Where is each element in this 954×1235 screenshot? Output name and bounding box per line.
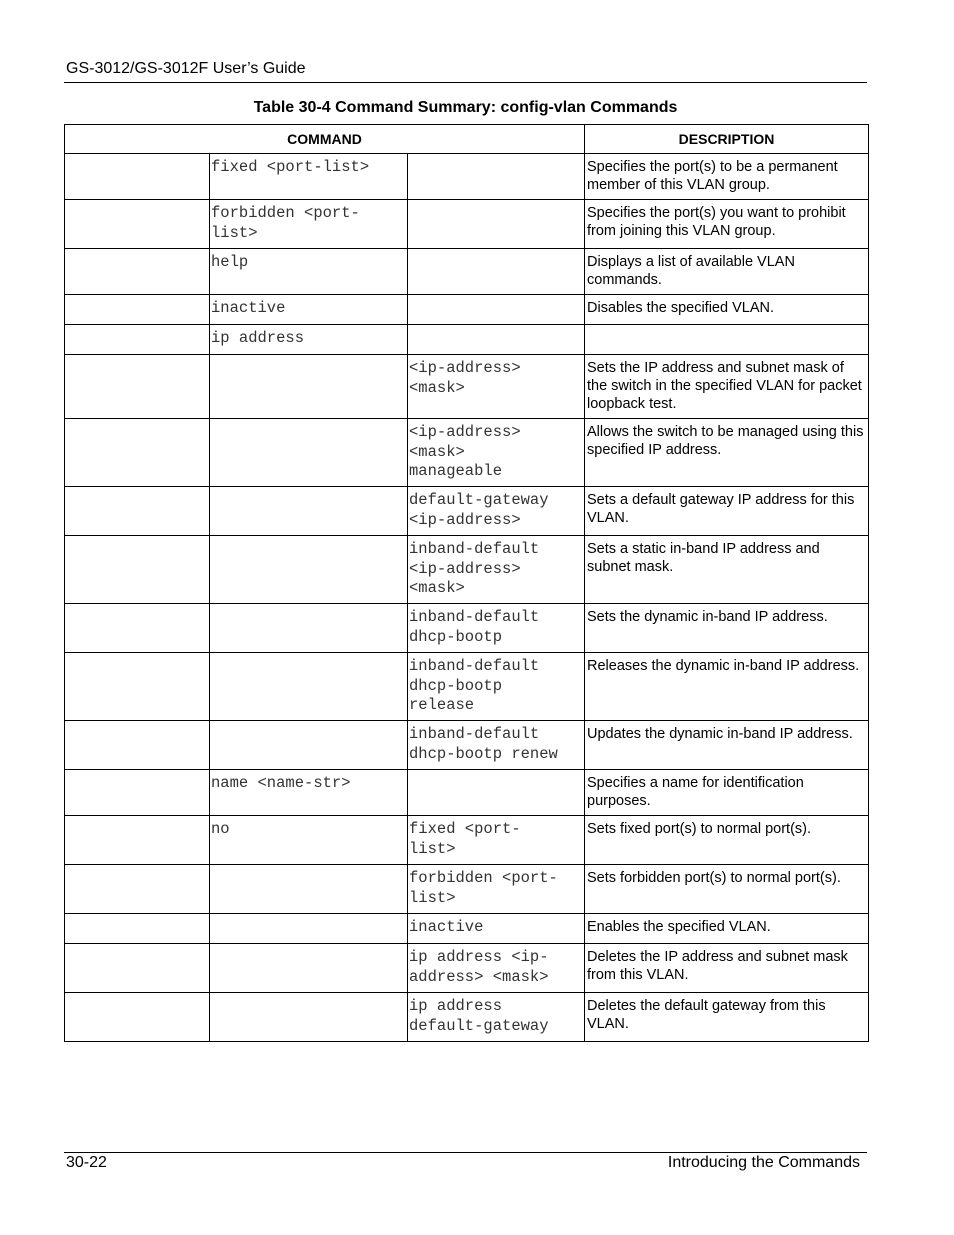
- command-level-2-cell: [210, 200, 408, 249]
- table-caption: Table 30-4 Command Summary: config-vlan Commands: [253, 99, 678, 116]
- table-row: [65, 604, 869, 653]
- command-level-1-cell: [65, 355, 210, 419]
- command-level-1-cell: [65, 993, 210, 1042]
- command-level-2-cell: [210, 914, 408, 944]
- command-level-3-cell-text: inband-default dhcp-bootp release: [409, 657, 540, 714]
- description-cell: [585, 721, 869, 770]
- command-level-1-cell: [65, 721, 210, 770]
- description-cell-text: Releases the dynamic in-band IP address.: [587, 658, 860, 674]
- description-cell-text: Deletes the default gateway from this VLAN.: [587, 998, 826, 1032]
- description-cell-text: Sets a static in-band IP address and subnet mask.: [587, 541, 820, 575]
- table-row: [65, 536, 869, 604]
- command-level-1-cell: [65, 770, 210, 816]
- command-level-3-cell: [408, 914, 585, 944]
- command-level-2-cell: [210, 154, 408, 200]
- command-level-2-cell: [210, 295, 408, 325]
- description-cell: [585, 653, 869, 721]
- command-level-2-cell-text: [210, 653, 407, 657]
- description-cell-text: Enables the specified VLAN.: [587, 919, 771, 935]
- command-level-1-cell-text: [65, 154, 209, 158]
- command-level-3-cell: [408, 536, 585, 604]
- command-level-1-cell-text: [65, 325, 209, 329]
- table-body: [65, 154, 869, 1042]
- description-cell: [585, 944, 869, 993]
- command-level-2-cell-text: fixed <port-list>: [211, 158, 370, 176]
- command-level-3-cell: [408, 604, 585, 653]
- command-level-1-cell-text: [65, 993, 209, 997]
- command-level-1-cell-text: [65, 355, 209, 359]
- command-level-2-cell-text: ip address: [211, 329, 305, 347]
- command-level-2-cell: [210, 770, 408, 816]
- description-cell-text: Sets the dynamic in-band IP address.: [587, 609, 828, 625]
- command-level-1-cell: [65, 816, 210, 865]
- description-cell-text: Specifies the port(s) you want to prohibit from joining this VLAN group.: [587, 205, 846, 239]
- command-level-1-cell-text: [65, 816, 209, 820]
- command-level-2-cell-text: [210, 355, 407, 359]
- description-cell-text: Specifies the port(s) to be a permanent member of this VLAN group.: [587, 159, 838, 193]
- command-level-2-cell-text: name <name-str>: [211, 774, 351, 792]
- command-level-3-cell-text: [408, 325, 584, 329]
- description-cell: [585, 295, 869, 325]
- command-level-3-cell-text: <ip-address> <mask> manageable: [409, 423, 521, 480]
- footer-section-title: Introducing the Commands: [667, 1154, 860, 1171]
- command-level-2-cell-text: inactive: [211, 299, 286, 317]
- command-level-1-cell: [65, 325, 210, 355]
- command-level-3-cell-text: [408, 154, 584, 158]
- command-level-2-cell-text: forbidden <port- list>: [211, 204, 360, 242]
- description-cell-text: Sets the IP address and subnet mask of the switch in the specified VLAN for packet loopback test.: [587, 360, 862, 412]
- command-level-3-cell-text: [408, 200, 584, 204]
- command-level-2-cell-text: no: [211, 820, 230, 838]
- command-level-2-cell: [210, 536, 408, 604]
- command-level-1-cell-text: [65, 249, 209, 253]
- command-level-3-cell: [408, 865, 585, 914]
- footer-page-number: 30-22: [66, 1154, 107, 1171]
- table-row: [65, 325, 869, 355]
- command-level-1-cell-text: [65, 200, 209, 204]
- command-level-3-cell: [408, 770, 585, 816]
- description-cell: [585, 536, 869, 604]
- command-level-3-cell: [408, 295, 585, 325]
- command-level-1-cell-text: [65, 914, 209, 918]
- command-level-1-cell: [65, 914, 210, 944]
- description-cell: [585, 419, 869, 487]
- command-level-3-cell-text: fixed <port- list>: [409, 820, 521, 858]
- description-cell-text: Allows the switch to be managed using this specified IP address.: [587, 424, 864, 458]
- command-level-3-cell: [408, 419, 585, 487]
- command-level-2-cell-text: [210, 536, 407, 540]
- description-cell: [585, 325, 869, 355]
- description-cell-text: Updates the dynamic in-band IP address.: [587, 726, 853, 742]
- command-level-1-cell: [65, 944, 210, 993]
- command-summary-table: [64, 124, 869, 1042]
- description-cell-text: Displays a list of available VLAN commands.: [587, 254, 795, 288]
- command-level-2-cell-text: [210, 487, 407, 491]
- column-header-command: COMMAND: [65, 125, 585, 154]
- command-level-2-cell-text: [210, 604, 407, 608]
- command-level-3-cell: [408, 721, 585, 770]
- command-level-1-cell-text: [65, 604, 209, 608]
- description-cell-text: Deletes the IP address and subnet mask from this VLAN.: [587, 949, 848, 983]
- description-cell-text: Sets fixed port(s) to normal port(s).: [587, 821, 812, 837]
- command-level-3-cell-text: forbidden <port- list>: [409, 869, 558, 907]
- command-level-3-cell: [408, 154, 585, 200]
- command-level-1-cell: [65, 604, 210, 653]
- command-level-1-cell: [65, 536, 210, 604]
- table-row: [65, 721, 869, 770]
- footer-rule: [64, 1152, 867, 1153]
- description-cell: [585, 993, 869, 1042]
- description-cell-text: Disables the specified VLAN.: [587, 300, 774, 316]
- description-cell-text: [585, 325, 868, 329]
- command-level-1-cell: [65, 419, 210, 487]
- table-row: [65, 200, 869, 249]
- command-level-3-cell: [408, 944, 585, 993]
- command-level-3-cell: [408, 355, 585, 419]
- command-level-3-cell: [408, 487, 585, 536]
- command-level-1-cell-text: [65, 487, 209, 491]
- command-level-2-cell: [210, 355, 408, 419]
- description-cell: [585, 816, 869, 865]
- table-row: [65, 355, 869, 419]
- table-row: [65, 770, 869, 816]
- description-cell: [585, 154, 869, 200]
- description-cell: [585, 770, 869, 816]
- command-level-1-cell-text: [65, 419, 209, 423]
- command-level-2-cell: [210, 487, 408, 536]
- command-level-1-cell: [65, 200, 210, 249]
- command-level-1-cell-text: [65, 536, 209, 540]
- command-level-2-cell: [210, 653, 408, 721]
- command-level-1-cell: [65, 249, 210, 295]
- table-header-row: [65, 125, 869, 154]
- command-level-3-cell-text: [408, 770, 584, 774]
- command-level-3-cell: [408, 325, 585, 355]
- command-level-2-cell-text: [210, 419, 407, 423]
- command-level-3-cell-text: [408, 249, 584, 253]
- command-level-2-cell-text: [210, 914, 407, 918]
- command-level-3-cell-text: inactive: [409, 918, 484, 936]
- command-level-1-cell: [65, 295, 210, 325]
- table-row: [65, 419, 869, 487]
- table-row: [65, 487, 869, 536]
- command-level-3-cell-text: ip address <ip- address> <mask>: [409, 948, 549, 986]
- command-level-3-cell: [408, 653, 585, 721]
- command-level-1-cell-text: [65, 770, 209, 774]
- command-level-3-cell: [408, 816, 585, 865]
- command-level-3-cell-text: [408, 295, 584, 299]
- command-level-1-cell-text: [65, 721, 209, 725]
- table-row: [65, 295, 869, 325]
- command-level-2-cell: [210, 993, 408, 1042]
- table-row: [65, 993, 869, 1042]
- table-row: [65, 944, 869, 993]
- command-level-2-cell: [210, 944, 408, 993]
- description-cell-text: Sets forbidden port(s) to normal port(s).: [587, 870, 841, 886]
- column-header-description: DESCRIPTION: [585, 125, 869, 154]
- command-level-2-cell: [210, 325, 408, 355]
- command-level-3-cell-text: <ip-address> <mask>: [409, 359, 521, 397]
- command-level-2-cell: [210, 865, 408, 914]
- command-level-2-cell: [210, 721, 408, 770]
- table-row: [65, 653, 869, 721]
- command-level-1-cell-text: [65, 944, 209, 948]
- header-rule: [64, 82, 867, 83]
- command-level-3-cell-text: ip address default-gateway: [409, 997, 549, 1035]
- command-level-3-cell-text: inband-default dhcp-bootp renew: [409, 725, 558, 763]
- command-level-2-cell-text: [210, 865, 407, 869]
- table-row: [65, 914, 869, 944]
- description-cell: [585, 200, 869, 249]
- command-level-1-cell-text: [65, 653, 209, 657]
- table-row: [65, 816, 869, 865]
- table-row: [65, 249, 869, 295]
- command-level-1-cell-text: [65, 295, 209, 299]
- description-cell: [585, 914, 869, 944]
- command-level-3-cell: [408, 249, 585, 295]
- description-cell-text: Specifies a name for identification purposes.: [587, 775, 804, 809]
- command-level-2-cell-text: [210, 993, 407, 997]
- command-level-3-cell: [408, 993, 585, 1042]
- command-level-3-cell-text: inband-default <ip-address> <mask>: [409, 540, 540, 597]
- command-level-3-cell: [408, 200, 585, 249]
- command-level-2-cell-text: help: [211, 253, 249, 271]
- command-level-2-cell: [210, 419, 408, 487]
- command-level-2-cell: [210, 604, 408, 653]
- running-header-title: GS-3012/GS-3012F User’s Guide: [66, 60, 306, 77]
- command-level-2-cell: [210, 816, 408, 865]
- command-level-2-cell-text: [210, 721, 407, 725]
- table-row: [65, 865, 869, 914]
- command-level-1-cell: [65, 154, 210, 200]
- table-row: [65, 154, 869, 200]
- command-level-2-cell-text: [210, 944, 407, 948]
- description-cell-text: Sets a default gateway IP address for this VLAN.: [587, 492, 855, 526]
- description-cell: [585, 487, 869, 536]
- command-level-3-cell-text: default-gateway <ip-address>: [409, 491, 549, 529]
- description-cell: [585, 865, 869, 914]
- command-level-1-cell-text: [65, 865, 209, 869]
- command-level-1-cell: [65, 487, 210, 536]
- command-level-1-cell: [65, 865, 210, 914]
- description-cell: [585, 604, 869, 653]
- command-level-3-cell-text: inband-default dhcp-bootp: [409, 608, 540, 646]
- description-cell: [585, 249, 869, 295]
- description-cell: [585, 355, 869, 419]
- command-level-1-cell: [65, 653, 210, 721]
- command-level-2-cell: [210, 249, 408, 295]
